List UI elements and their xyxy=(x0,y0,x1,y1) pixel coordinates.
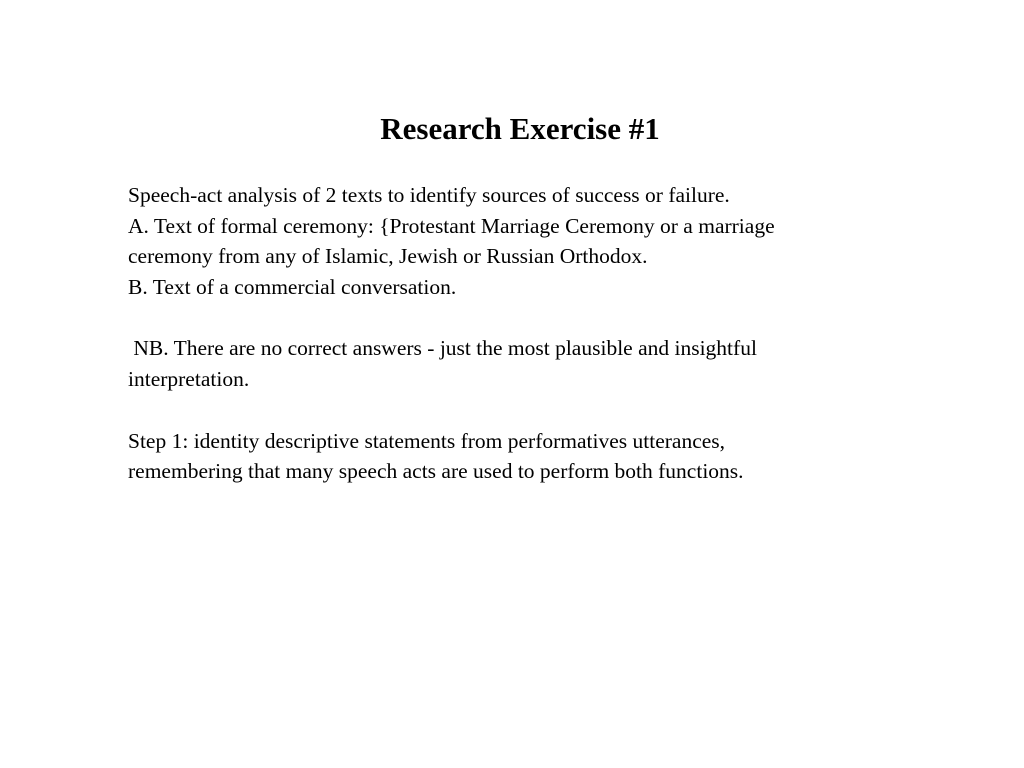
body-line-item-a: A. Text of formal ceremony: {Protestant Marriage Ceremony or a marriage xyxy=(128,213,775,238)
body-line-item-b: B. Text of a commercial conversation. xyxy=(128,275,457,300)
body-line-nb: NB. There are no correct answers - just the most plausible and insightful xyxy=(128,336,757,361)
body-line-blank xyxy=(128,303,928,334)
body-line-step-1: Step 1: identity descriptive statements from performatives utterances, xyxy=(128,428,726,453)
body-line-blank xyxy=(128,395,928,426)
body-line-step-1-cont: remembering that many speech acts are used to perform both functions. xyxy=(128,459,744,484)
body-line-intro: Speech-act analysis of 2 texts to identify sources of success or failure. xyxy=(128,183,730,207)
slide-title: Research Exercise #1 xyxy=(380,111,660,146)
body-line-item-a-cont: ceremony from any of Islamic, Jewish or Russian Orthodox. xyxy=(128,244,648,269)
body-line-nb-cont: interpretation. xyxy=(128,367,250,392)
slide-body xyxy=(128,180,928,487)
